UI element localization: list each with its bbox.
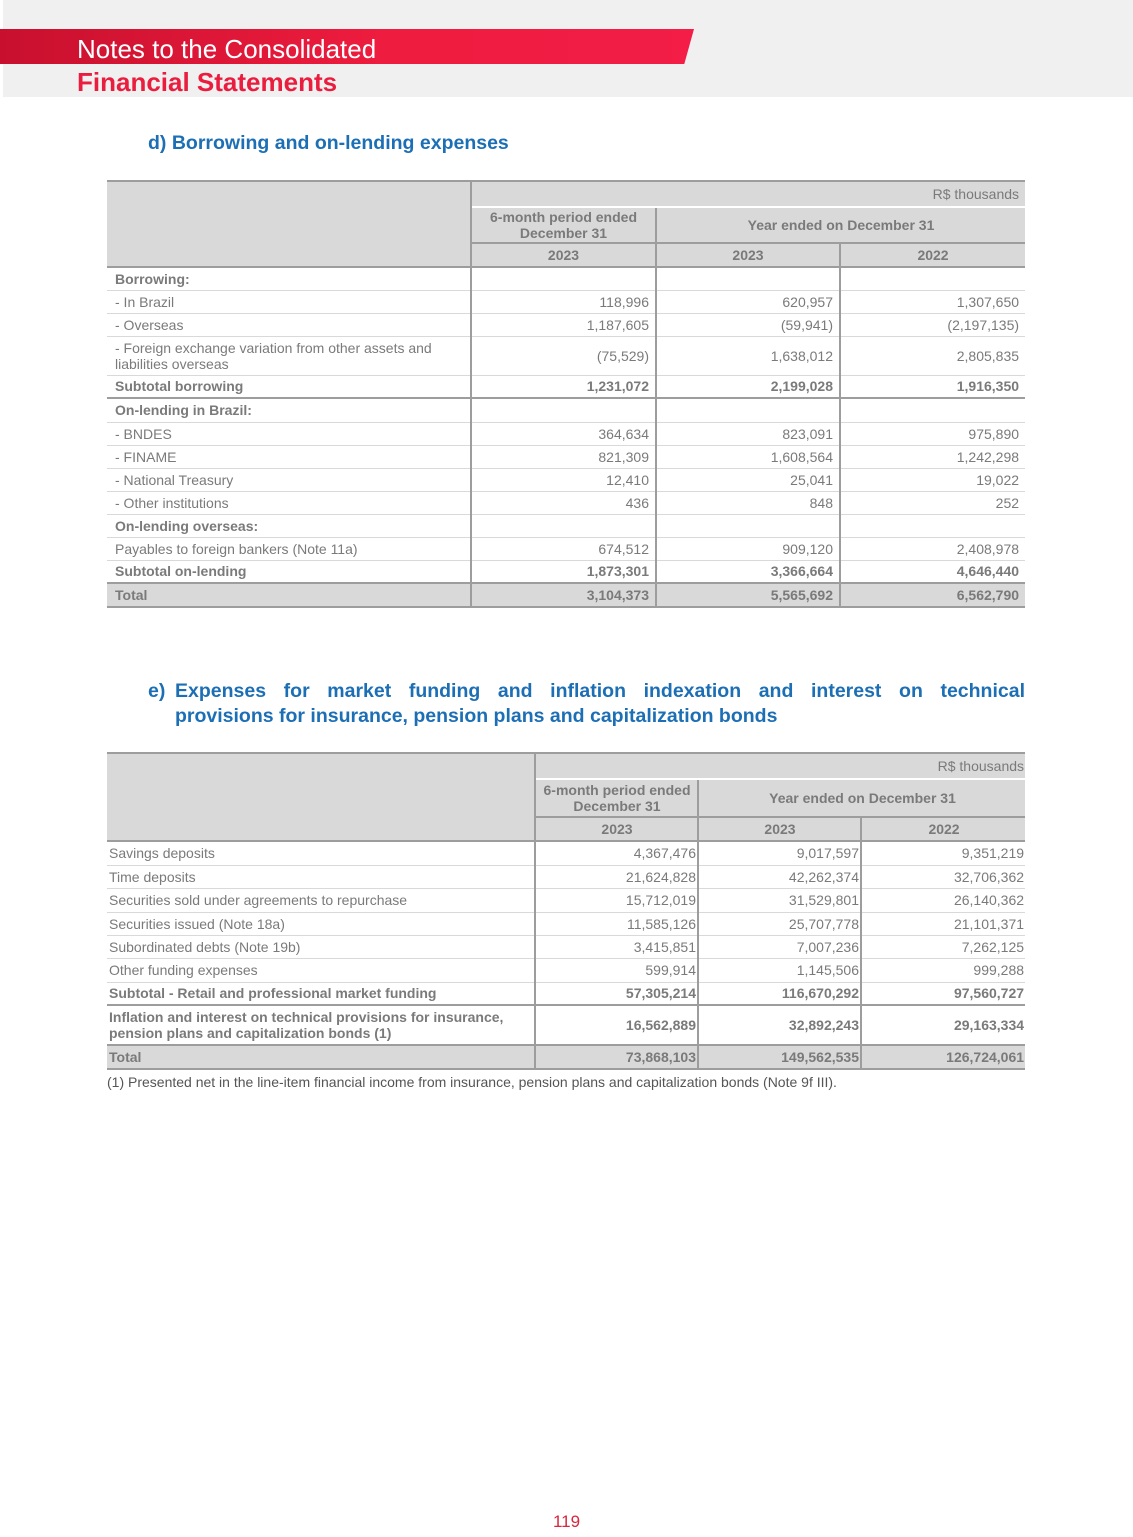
row-value-1: (75,529) [471,336,656,375]
table-row [107,1045,1025,1069]
row-label: - National Treasury [107,468,471,491]
row-value-3: (2,197,135) [840,313,1025,336]
row-value-2: 9,017,597 [698,841,861,865]
table-row [107,841,1025,865]
row-label: Total [107,1045,535,1069]
row-value-1: 436 [471,491,656,514]
col-period-header: 6-month period ended December 31 [471,207,656,243]
row-value-3: 4,646,440 [840,560,1025,583]
row-value-1 [471,514,656,537]
row-value-3: 7,262,125 [861,935,1025,958]
row-value-3: 1,242,298 [840,445,1025,468]
row-value-2: 1,638,012 [656,336,840,375]
row-label: - Overseas [107,313,471,336]
row-value-1: 674,512 [471,537,656,560]
row-label: Other funding expenses [107,958,535,982]
table-row [107,982,1025,1005]
row-label: Subtotal borrowing [107,375,471,398]
col-year-1: 2023 [471,243,656,267]
row-value-2: 25,041 [656,468,840,491]
header-blank-cell [107,181,471,267]
row-value-3: 1,307,650 [840,290,1025,313]
row-value-1: 21,624,828 [535,865,698,888]
row-label: Total [107,583,471,607]
row-value-3: 97,560,727 [861,982,1025,1005]
row-label: - Other institutions [107,491,471,514]
table-row [107,445,1025,468]
row-value-2: 31,529,801 [698,888,861,912]
header-title-line1: Notes to the Consolidated [77,34,377,64]
footnote: (1) Presented net in the line-item financial income from insurance, pension plans and capitalization bonds (Note 9f III). [107,1074,837,1090]
col-year-header: Year ended on December 31 [698,779,1025,817]
row-value-2: 32,892,243 [698,1005,861,1045]
row-label: Borrowing: [107,267,471,290]
row-value-2 [656,514,840,537]
row-value-2: 42,262,374 [698,865,861,888]
row-value-2: 1,608,564 [656,445,840,468]
row-label: Subtotal on-lending [107,560,471,583]
row-value-3: 975,890 [840,422,1025,445]
row-value-1: 364,634 [471,422,656,445]
row-value-1: 821,309 [471,445,656,468]
row-value-3: 19,022 [840,468,1025,491]
table-row [107,468,1025,491]
row-value-1: 11,585,126 [535,912,698,935]
row-value-3: 21,101,371 [861,912,1025,935]
row-value-2: 620,957 [656,290,840,313]
row-value-1: 57,305,214 [535,982,698,1005]
row-label: Time deposits [107,865,535,888]
row-value-3 [840,398,1025,422]
row-value-1: 118,996 [471,290,656,313]
table-row [107,537,1025,560]
col-year-3: 2022 [840,243,1025,267]
row-value-3: 32,706,362 [861,865,1025,888]
row-value-2: 823,091 [656,422,840,445]
row-value-2: 7,007,236 [698,935,861,958]
table-row [107,313,1025,336]
row-label: - Foreign exchange variation from other assets and liabilities overseas [107,336,471,375]
row-value-1: 3,415,851 [535,935,698,958]
row-label: - In Brazil [107,290,471,313]
table-row [107,491,1025,514]
table-row [107,290,1025,313]
table-row [107,375,1025,398]
row-label: - BNDES [107,422,471,445]
row-value-3: 6,562,790 [840,583,1025,607]
row-value-3: 2,805,835 [840,336,1025,375]
row-label: On-lending overseas: [107,514,471,537]
row-value-1: 1,187,605 [471,313,656,336]
row-value-1: 3,104,373 [471,583,656,607]
page-number: 119 [552,1512,581,1531]
table-row [107,336,1025,375]
row-value-3: 29,163,334 [861,1005,1025,1045]
table-row [107,865,1025,888]
row-label: Payables to foreign bankers (Note 11a) [107,537,471,560]
col-year-2: 2023 [656,243,840,267]
row-value-3: 1,916,350 [840,375,1025,398]
row-value-2: 848 [656,491,840,514]
row-value-1: 16,562,889 [535,1005,698,1045]
row-value-2: 5,565,692 [656,583,840,607]
row-value-2: 116,670,292 [698,982,861,1005]
row-value-2: 1,145,506 [698,958,861,982]
row-value-1: 4,367,476 [535,841,698,865]
row-value-2: 25,707,778 [698,912,861,935]
col-year-3: 2022 [861,817,1025,841]
col-year-1: 2023 [535,817,698,841]
row-value-3: 26,140,362 [861,888,1025,912]
row-value-1: 1,231,072 [471,375,656,398]
table-row [107,912,1025,935]
row-label: Subordinated debts (Note 19b) [107,935,535,958]
section-e-prefix: e) [148,680,166,702]
table-row [107,888,1025,912]
borrowing-table [107,180,1025,608]
market-funding-table [107,752,1025,1070]
table-row [107,560,1025,583]
row-value-1: 73,868,103 [535,1045,698,1069]
row-value-2: 149,562,535 [698,1045,861,1069]
row-label: - FINAME [107,445,471,468]
row-label: Subtotal - Retail and professional market funding [107,982,535,1005]
table-row [107,935,1025,958]
header-blank-cell [107,753,535,841]
table-row [107,583,1025,607]
row-value-2: 3,366,664 [656,560,840,583]
table-row [107,958,1025,982]
section-d-title: d) Borrowing and on-lending expenses [148,132,509,154]
col-year-header: Year ended on December 31 [656,207,1025,243]
table-row [107,514,1025,537]
row-value-2: 909,120 [656,537,840,560]
col-year-2: 2023 [698,817,861,841]
row-value-2: (59,941) [656,313,840,336]
table-row [107,1005,1025,1045]
row-value-1: 12,410 [471,468,656,491]
unit-label: R$ thousands [535,753,1025,779]
table-row [107,398,1025,422]
row-value-3: 999,288 [861,958,1025,982]
row-value-3 [840,267,1025,290]
row-value-1 [471,398,656,422]
row-value-3: 2,408,978 [840,537,1025,560]
row-value-1 [471,267,656,290]
row-value-2: 2,199,028 [656,375,840,398]
row-value-3: 126,724,061 [861,1045,1025,1069]
section-e-title [148,679,1025,729]
row-label: Securities sold under agreements to repurchase [107,888,535,912]
header-title-line2: Financial Statements [77,67,338,97]
row-value-3 [840,514,1025,537]
row-value-3: 9,351,219 [861,841,1025,865]
row-value-2 [656,398,840,422]
table-row [107,422,1025,445]
row-label: Savings deposits [107,841,535,865]
row-value-2 [656,267,840,290]
row-value-1: 1,873,301 [471,560,656,583]
unit-label: R$ thousands [471,181,1025,207]
table-row [107,267,1025,290]
col-period-header: 6-month period ended December 31 [535,779,698,817]
row-value-1: 15,712,019 [535,888,698,912]
section-e-title-line1: Expenses for market funding and inflation indexation and interest on technical [175,680,1025,702]
row-label: On-lending in Brazil: [107,398,471,422]
row-label: Securities issued (Note 18a) [107,912,535,935]
section-e-title-line2: provisions for insurance, pension plans and capitalization bonds [175,705,778,727]
row-value-3: 252 [840,491,1025,514]
row-value-1: 599,914 [535,958,698,982]
row-label: Inflation and interest on technical provisions for insurance, pension plans and capitalization bonds (1) [107,1005,535,1045]
